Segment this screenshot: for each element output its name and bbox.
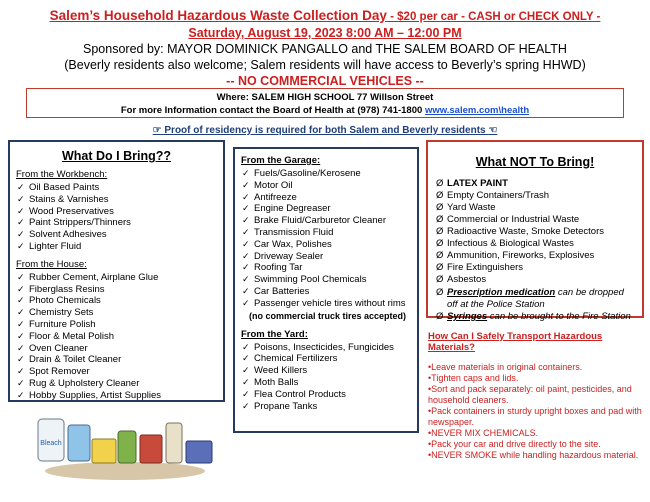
yard-heading: From the Yard: xyxy=(241,328,308,340)
prohibited-icon: Ø xyxy=(436,226,444,237)
checkmark-icon: ✓ xyxy=(17,330,25,341)
checkmark-icon: ✓ xyxy=(242,179,250,190)
checkmark-icon: ✓ xyxy=(17,366,25,377)
list-item: Ø Asbestos xyxy=(436,274,487,285)
checkmark-icon: ✓ xyxy=(242,191,250,202)
transport-tip: •Pack your car and drive directly to the site. xyxy=(428,439,601,449)
list-item: ✓ Roofing Tar xyxy=(242,262,303,274)
list-item: Ø Infectious & Biological Wastes xyxy=(436,238,574,249)
prohibited-icon: Ø xyxy=(436,214,444,225)
beverly-note: (Beverly residents also welcome; Salem residents will have access to Beverly’s spring HHWD) xyxy=(64,58,586,72)
list-item: ✓ Transmission Fluid xyxy=(242,226,334,238)
checkmark-icon: ✓ xyxy=(242,388,250,399)
list-item: ✓ Solvent Adhesives xyxy=(17,229,107,241)
dropoff-list xyxy=(436,287,634,323)
checkmark-icon: ✓ xyxy=(17,283,25,294)
list-item: Ø Commercial or Industrial Waste xyxy=(436,214,580,225)
checkmark-icon: ✓ xyxy=(242,226,250,237)
list-item: ✓ Car Wax, Polishes xyxy=(242,238,332,250)
contact-line: For more Information contact the Board of Health at (978) 741-1800 www.salem.com\health xyxy=(120,105,530,116)
pointing-left-icon: ☜ xyxy=(488,125,498,136)
website-link[interactable]: www.salem.com\health xyxy=(424,105,530,116)
flyer-title: Salem’s Household Hazardous Waste Collection Day - $20 per car - CASH or CHECK ONLY - xyxy=(49,8,601,23)
no-commercial-note: -- NO COMMERCIAL VEHICLES -- xyxy=(226,74,424,88)
can-yellow xyxy=(92,439,116,463)
list-item: Ø Yard Waste xyxy=(436,202,496,213)
checkmark-icon: ✓ xyxy=(17,318,25,329)
list-item: ✓ Rubber Cement, Airplane Glue xyxy=(17,271,159,283)
list-item: ✓ Stains & Varnishes xyxy=(17,193,109,205)
list-item: ✓ Motor Oil xyxy=(242,179,293,191)
list-item: ✓ Poisons, Insecticides, Fungicides xyxy=(242,341,394,353)
checkmark-icon: ✓ xyxy=(242,215,250,226)
not-bring-list xyxy=(436,178,634,286)
list-item: ✓ Wood Preservatives xyxy=(17,205,114,217)
checkmark-icon: ✓ xyxy=(17,217,25,228)
list-item: ✓ Propane Tanks xyxy=(242,400,318,412)
list-item: ✓ Antifreeze xyxy=(242,191,297,203)
transport-tip: •Leave materials in original containers. xyxy=(428,362,583,372)
checkmark-icon: ✓ xyxy=(242,203,250,214)
list-item: ✓ Car Batteries xyxy=(242,285,310,297)
checkmark-icon: ✓ xyxy=(242,250,250,261)
list-item: Ø Syringes can be brought to the Fire Station xyxy=(436,311,631,322)
checkmark-icon: ✓ xyxy=(17,389,25,400)
checkmark-icon: ✓ xyxy=(242,365,250,376)
list-item: ✓ Oven Cleaner xyxy=(17,342,88,354)
paint-can xyxy=(186,441,212,463)
list-item: ✓ Driveway Sealer xyxy=(242,250,324,262)
bottle-blue xyxy=(68,425,90,461)
garage-heading: From the Garage: xyxy=(241,155,321,166)
list-item: Ø Empty Containers/Trash xyxy=(436,190,550,201)
garage-yard-box xyxy=(233,147,419,433)
garage-list xyxy=(241,168,411,310)
list-item: ✓ Brake Fluid/Carburetor Cleaner xyxy=(242,215,387,227)
checkmark-icon: ✓ xyxy=(17,342,25,353)
list-item: ✓ Passenger vehicle tires without rims xyxy=(242,297,406,309)
list-item: ✓ Spot Remover xyxy=(17,366,90,378)
bring-title: What Do I Bring?? xyxy=(61,149,171,163)
list-item: Ø Radioactive Waste, Smoke Detectors xyxy=(436,226,604,237)
checkmark-icon: ✓ xyxy=(17,295,25,306)
list-item: ✓ Fiberglass Resins xyxy=(17,283,105,295)
checkmark-icon: ✓ xyxy=(17,229,25,240)
list-item: ✓ Chemistry Sets xyxy=(17,307,94,319)
event-date: Saturday, August 19, 2023 8:00 AM – 12:00 PM xyxy=(188,26,462,40)
flyer-header xyxy=(0,0,650,90)
list-item: ✓ Paint Strippers/Thinners xyxy=(17,217,131,229)
what-to-bring-box xyxy=(8,140,225,402)
pointing-right-icon: ☞ xyxy=(152,125,162,136)
prohibited-icon: Ø xyxy=(436,190,444,201)
checkmark-icon: ✓ xyxy=(17,205,25,216)
checkmark-icon: ✓ xyxy=(242,376,250,387)
list-item: Ø Fire Extinguishers xyxy=(436,262,524,273)
checkmark-icon: ✓ xyxy=(17,354,25,365)
list-item: ✓ Floor & Metal Polish xyxy=(17,330,115,342)
hazardous-waste-clipart xyxy=(30,405,220,485)
can-red xyxy=(140,435,162,463)
prohibited-icon: Ø xyxy=(436,178,444,189)
checkmark-icon: ✓ xyxy=(242,297,250,308)
location-line: Where: SALEM HIGH SCHOOL 77 Willson Street xyxy=(216,92,434,103)
tires-note: (no commercial truck tires accepted) xyxy=(249,310,407,321)
list-item: ✓ Fuels/Gasoline/Kerosene xyxy=(242,168,361,179)
transport-tip: •Pack containers in sturdy upright boxes and pad with newspaper. xyxy=(428,406,642,427)
bleach-label: Bleach xyxy=(40,440,62,447)
location-box xyxy=(26,88,624,118)
house-heading: From the House: xyxy=(16,258,87,270)
list-item: ✓ Swimming Pool Chemicals xyxy=(242,274,367,286)
list-item: ✓ Chemical Fertilizers xyxy=(242,353,338,365)
transport-section xyxy=(428,331,644,461)
checkmark-icon: ✓ xyxy=(242,400,250,411)
prohibited-icon: Ø xyxy=(436,238,444,249)
sponsor-line: Sponsored by: MAYOR DOMINICK PANGALLO and THE SALEM BOARD OF HEALTH xyxy=(83,42,567,56)
list-item: Ø Ammunition, Fireworks, Explosives xyxy=(436,250,595,261)
list-item: ✓ Rug & Upholstery Cleaner xyxy=(17,377,140,389)
list-item: ✓ Oil Based Paints xyxy=(17,182,100,193)
checkmark-icon: ✓ xyxy=(242,274,250,285)
spray-bottle xyxy=(166,423,182,463)
list-item: ✓ Drain & Toilet Cleaner xyxy=(17,354,122,366)
yard-list xyxy=(241,342,411,413)
checkmark-icon: ✓ xyxy=(242,168,250,178)
checkmark-icon: ✓ xyxy=(242,285,250,296)
checkmark-icon: ✓ xyxy=(242,341,250,352)
prohibited-icon: Ø xyxy=(436,202,444,213)
transport-tip: •Sort and pack separately: oil paint, pesticides, and household cleaners. xyxy=(428,384,632,405)
workbench-heading: From the Workbench: xyxy=(16,169,108,180)
transport-title: How Can I Safely Transport Hazardous Materials? xyxy=(428,331,603,353)
prohibited-icon: Ø xyxy=(436,262,444,273)
checkmark-icon: ✓ xyxy=(242,238,250,249)
transport-tip: •NEVER MIX CHEMICALS. xyxy=(428,428,539,438)
workbench-list xyxy=(16,182,217,253)
prohibited-icon: Ø xyxy=(436,250,444,261)
residency-notice: ☞ Proof of residency is required for both Salem and Beverly residents ☜ xyxy=(152,125,498,136)
list-item: ✓ Lighter Fluid xyxy=(17,240,82,252)
checkmark-icon: ✓ xyxy=(17,377,25,388)
transport-tips xyxy=(428,362,644,461)
list-item: Ø Prescription medication can be dropped off at the Police Station xyxy=(436,287,624,310)
checkmark-icon: ✓ xyxy=(17,271,25,282)
list-item: ✓ Weed Killers xyxy=(242,365,308,377)
list-item: ✓ Flea Control Products xyxy=(242,388,346,400)
transport-tip: •Tighten caps and lids. xyxy=(428,373,519,383)
checkmark-icon: ✓ xyxy=(242,262,250,273)
prohibited-icon: Ø xyxy=(436,274,444,285)
list-item: ✓ Engine Degreaser xyxy=(242,203,331,215)
list-item: Ø LATEX PAINT xyxy=(436,178,508,189)
checkmark-icon: ✓ xyxy=(17,193,25,204)
checkmark-icon: ✓ xyxy=(17,182,25,192)
checkmark-icon: ✓ xyxy=(242,353,250,364)
house-list xyxy=(16,272,217,402)
checkmark-icon: ✓ xyxy=(17,307,25,318)
list-item: ✓ Furniture Polish xyxy=(17,318,96,330)
not-bring-title: What NOT To Bring! xyxy=(475,155,595,169)
checkmark-icon: ✓ xyxy=(17,240,25,251)
bottle-green xyxy=(118,431,136,463)
list-item: ✓ Photo Chemicals xyxy=(17,295,101,307)
spill-puddle xyxy=(45,462,205,480)
list-item: ✓ Hobby Supplies, Artist Supplies xyxy=(17,389,162,401)
transport-tip: •NEVER SMOKE while handling hazardous material. xyxy=(428,450,639,460)
prohibited-icon: Ø xyxy=(436,311,444,322)
what-not-to-bring-box xyxy=(426,140,644,322)
prohibited-icon: Ø xyxy=(436,287,444,298)
list-item: ✓ Moth Balls xyxy=(242,376,299,388)
